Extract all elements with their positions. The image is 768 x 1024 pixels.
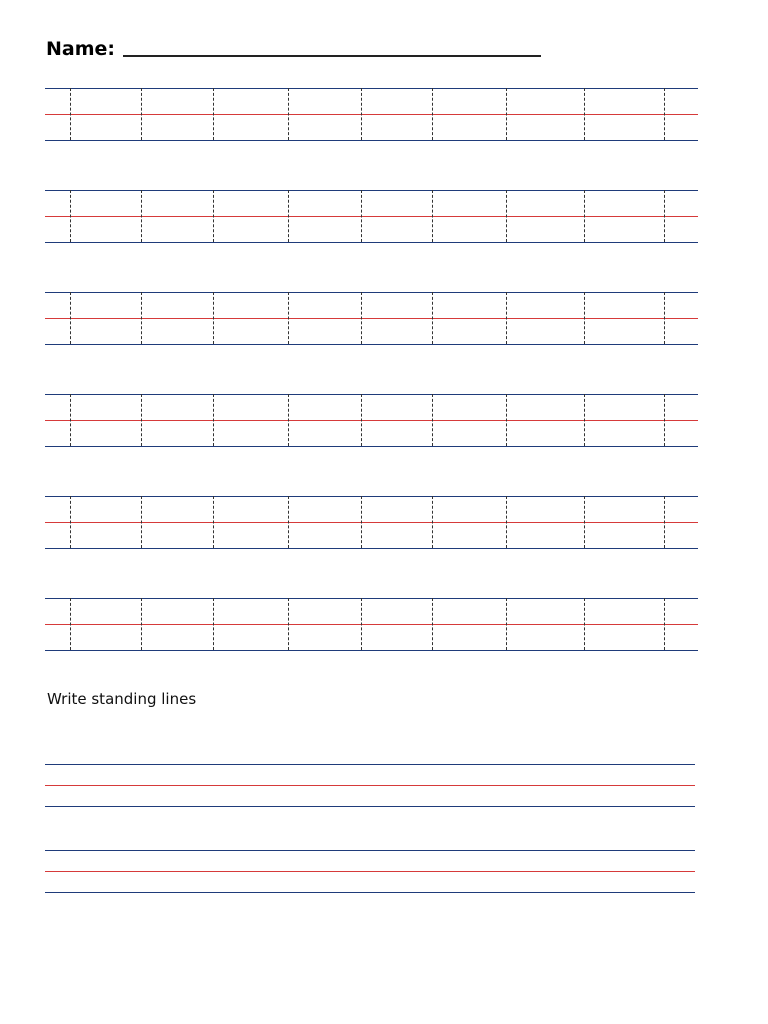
tracing-dash	[213, 190, 214, 242]
tracing-dash	[664, 598, 665, 650]
tracing-dash	[664, 496, 665, 548]
tracing-dash	[664, 88, 665, 140]
tracing-dash	[141, 598, 142, 650]
top-line	[45, 496, 698, 497]
base-line	[45, 344, 698, 345]
top-line	[45, 292, 698, 293]
base-line	[45, 806, 695, 807]
tracing-dash	[506, 88, 507, 140]
tracing-dash	[584, 394, 585, 446]
instruction-text: Write standing lines	[47, 690, 197, 708]
tracing-dash	[288, 88, 289, 140]
tracing-dash	[432, 88, 433, 140]
tracing-dash	[213, 292, 214, 344]
tracing-dash	[361, 190, 362, 242]
tracing-dash	[70, 394, 71, 446]
tracing-dash	[141, 496, 142, 548]
base-line	[45, 140, 698, 141]
top-line	[45, 850, 695, 851]
tracing-dash	[506, 394, 507, 446]
midline	[45, 785, 695, 786]
tracing-dash	[506, 496, 507, 548]
tracing-dash	[70, 88, 71, 140]
top-line	[45, 764, 695, 765]
tracing-dash	[432, 598, 433, 650]
base-line	[45, 242, 698, 243]
tracing-dash	[288, 394, 289, 446]
midline	[45, 114, 698, 115]
tracing-dash	[584, 496, 585, 548]
tracing-dash	[213, 598, 214, 650]
tracing-dash	[288, 292, 289, 344]
midline	[45, 216, 698, 217]
writing-row[interactable]	[45, 850, 695, 894]
top-line	[45, 88, 698, 89]
midline	[45, 318, 698, 319]
tracing-dash	[432, 496, 433, 548]
name-row	[46, 38, 541, 60]
tracing-dash	[288, 496, 289, 548]
midline	[45, 522, 698, 523]
tracing-dash	[141, 88, 142, 140]
midline	[45, 420, 698, 421]
tracing-dash	[213, 496, 214, 548]
tracing-dash	[141, 190, 142, 242]
top-line	[45, 190, 698, 191]
tracing-dash	[584, 190, 585, 242]
tracing-dash	[70, 190, 71, 242]
tracing-dash	[584, 292, 585, 344]
base-line	[45, 446, 698, 447]
tracing-dash	[664, 394, 665, 446]
tracing-dash	[288, 598, 289, 650]
tracing-dash	[213, 88, 214, 140]
tracing-dash	[432, 190, 433, 242]
top-line	[45, 394, 698, 395]
tracing-dash	[432, 292, 433, 344]
writing-row[interactable]	[45, 764, 695, 808]
practice-row[interactable]	[45, 394, 698, 448]
base-line	[45, 650, 698, 651]
tracing-dash	[70, 292, 71, 344]
base-line	[45, 892, 695, 893]
tracing-dash	[432, 394, 433, 446]
tracing-dash	[361, 292, 362, 344]
top-line	[45, 598, 698, 599]
tracing-dash	[361, 496, 362, 548]
tracing-dash	[664, 190, 665, 242]
tracing-dash	[584, 88, 585, 140]
practice-row[interactable]	[45, 88, 698, 142]
tracing-dash	[584, 598, 585, 650]
midline	[45, 624, 698, 625]
practice-row[interactable]	[45, 598, 698, 652]
tracing-dash	[141, 394, 142, 446]
name-label: Name:	[46, 38, 116, 60]
name-field[interactable]	[123, 55, 541, 57]
tracing-dash	[70, 496, 71, 548]
tracing-dash	[288, 190, 289, 242]
tracing-dash	[506, 292, 507, 344]
tracing-dash	[361, 394, 362, 446]
tracing-dash	[664, 292, 665, 344]
tracing-dash	[361, 88, 362, 140]
base-line	[45, 548, 698, 549]
midline	[45, 871, 695, 872]
practice-row[interactable]	[45, 496, 698, 550]
tracing-dash	[506, 598, 507, 650]
tracing-dash	[70, 598, 71, 650]
practice-row[interactable]	[45, 292, 698, 346]
tracing-dash	[361, 598, 362, 650]
tracing-dash	[506, 190, 507, 242]
tracing-dash	[141, 292, 142, 344]
practice-row[interactable]	[45, 190, 698, 244]
tracing-dash	[213, 394, 214, 446]
